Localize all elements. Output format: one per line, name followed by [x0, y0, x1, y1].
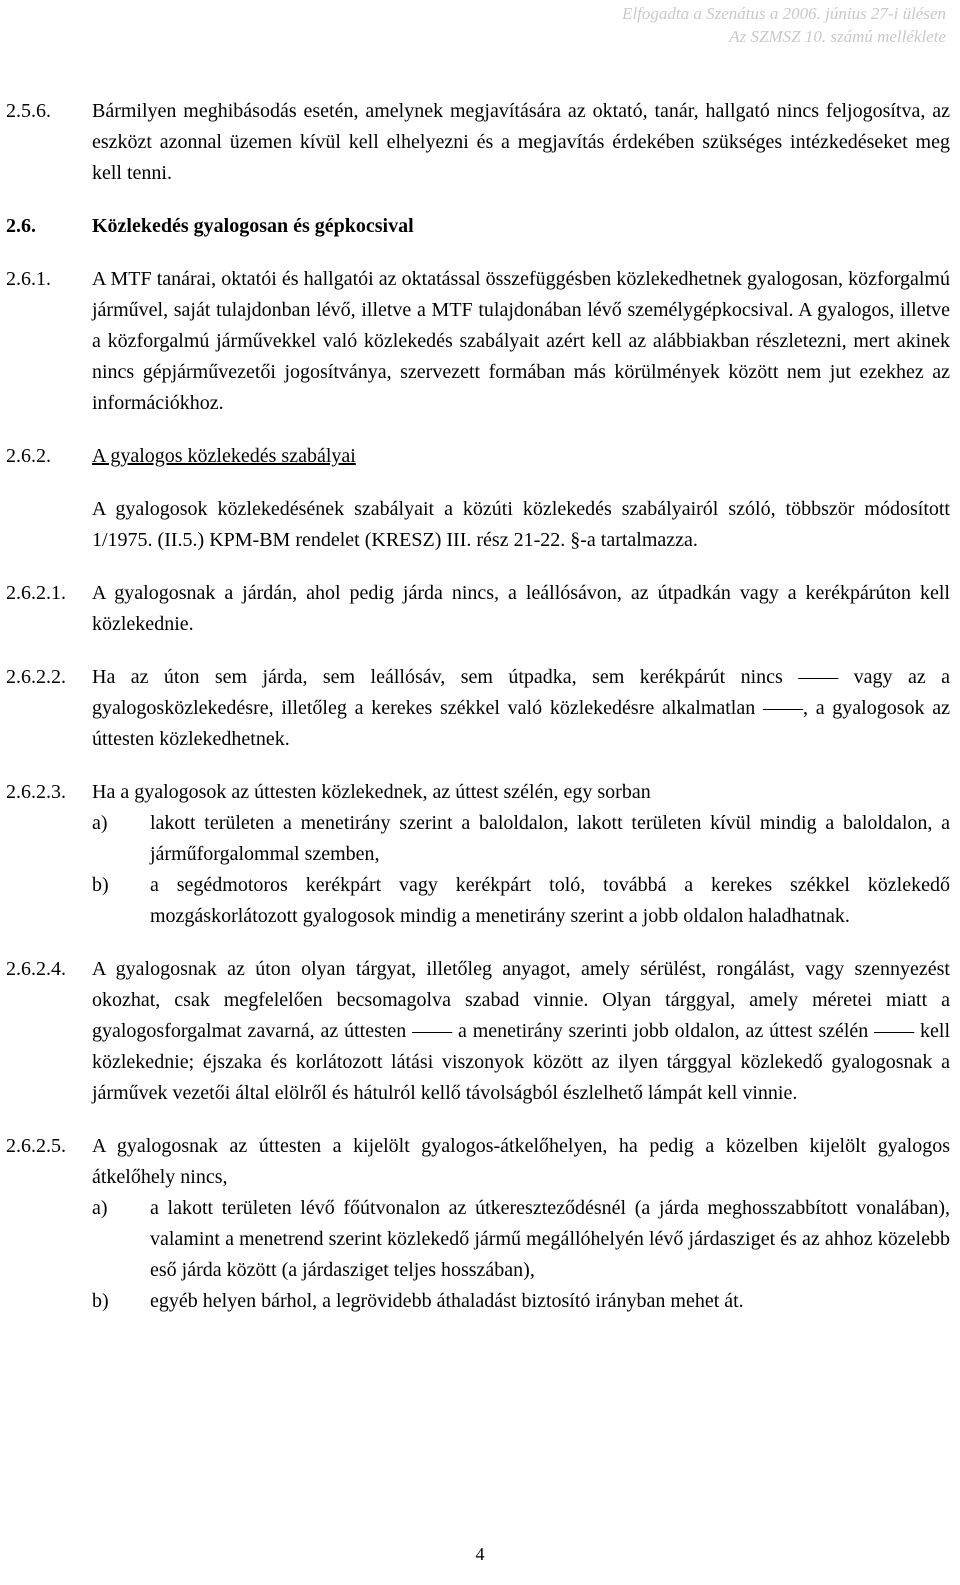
list-text: egyéb helyen bárhol, a legrövidebb áthaladást biztosító irányban mehet át. [150, 1290, 744, 1312]
section-2-6-2-2 [6, 662, 950, 755]
list-item-a [92, 808, 950, 870]
section-text: A gyalogosok közlekedésének szabályait a közúti közlekedés szabályairól szóló, többször módosított 1/1975. (II.5.) KPM-BM rendelet (KRESZ) III. rész 21-22. §-a tartalmazza. [92, 498, 950, 551]
list-item-a [92, 1193, 950, 1286]
section-number: 2.6.1. [6, 268, 51, 290]
section-2-6-2-1 [6, 578, 950, 640]
section-text: A gyalogosnak az úton olyan tárgyat, illetőleg anyagot, amely sérülést, rongálást, vagy szennyezést okozhat, csak megfelelően becsomagolva szabad vinnie. Olyan tárggyal, amely méretei miatt a gyalogosforgalmat zavarná, az úttesten —— a menetirány szerinti jobb oldalon, az úttest szélén —— kell közlekednie; éjszaka és korlátozott látási viszonyok között az ilyen tárggyal közlekedő gyalogosnak a járművek vezetői által elölről és hátulról kellő távolságból észlelhető lámpát kell vinnie. [92, 958, 950, 1104]
list-label: a) [92, 812, 108, 834]
list-text: a segédmotoros kerékpárt vagy kerékpárt toló, továbbá a kerekes székkel közlekedő mozgáskorlátozott gyalogosok mindig a menetirány szerint a jobb oldalon haladhatnak. [150, 874, 950, 927]
list-label: b) [92, 1290, 109, 1312]
section-text: A MTF tanárai, oktatói és hallgatói az oktatással összefüggésben közlekedhetnek gyalogosan, közforgalmú járművel, saját tulajdonban lévő, illetve a MTF tulajdonában lévő személygépkocsival. A gyalogos, illetve a közforgalmú járművekkel való közlekedés szabályait azért kell az alábbiakban részletezni, mert akinek nincs gépjárművezetői jogosítványa, szervezett formában más körülmények között nem jut ezekhez az információkhoz. [92, 268, 950, 414]
section-text: Bármilyen meghibásodás esetén, amelynek megjavítására az oktató, tanár, hallgató nincs feljogosítva, az eszközt azonnal üzemen kívül kell elhelyezni és a megjavítás érdekében szükséges intézkedéseket meg kell tenni. [92, 100, 950, 184]
section-title: A gyalogos közlekedés szabályai [92, 445, 356, 467]
document-header [622, 2, 946, 48]
page-number: 4 [475, 1544, 485, 1564]
section-number: 2.6.2.1. [6, 582, 66, 604]
section-number: 2.6.2.5. [6, 1135, 66, 1157]
section-2-6-2-5 [6, 1131, 950, 1317]
section-text: A gyalogosnak az úttesten a kijelölt gyalogos-átkelőhelyen, ha pedig a közelben kijelölt gyalogos átkelőhely nincs, [92, 1135, 950, 1188]
section-2-5-6 [6, 96, 950, 189]
section-2-6-2-4 [6, 954, 950, 1109]
section-text: Ha az úton sem járda, sem leállósáv, sem útpadka, sem kerékpárút nincs —— vagy az a gyalogosközlekedésre, illetőleg a kerekes székkel való közlekedésre alkalmatlan ——, a gyalogosok az úttesten közlekedhetnek. [92, 666, 950, 750]
section-2-6-1 [6, 264, 950, 419]
section-title: Közlekedés gyalogosan és gépkocsival [92, 215, 414, 237]
section-number: 2.6.2.2. [6, 666, 66, 688]
section-2-6-2-3 [6, 777, 950, 932]
section-number: 2.6.2.3. [6, 781, 66, 803]
document-body [6, 96, 950, 1317]
section-number: 2.5.6. [6, 100, 51, 122]
section-number: 2.6. [6, 215, 36, 237]
section-text: Ha a gyalogosok az úttesten közlekednek, az úttest szélén, egy sorban [92, 781, 651, 803]
list-label: b) [92, 874, 109, 896]
header-approval-line: Elfogadta a Szenátus a 2006. június 27-i ülésen [622, 4, 946, 23]
list-text: a lakott területen lévő főútvonalon az útkereszteződésnél (a járda meghosszabbított vonalában), valamint a menetrend szerint közlekedő jármű megállóhelyén lévő járdasziget és az ahhoz közelebb eső járda között (a járdasziget teljes hosszában), [150, 1197, 950, 1281]
list-label: a) [92, 1197, 108, 1219]
list-item-b [92, 1286, 950, 1317]
section-number: 2.6.2. [6, 445, 51, 467]
header-annex-line: Az SZMSZ 10. számú melléklete [729, 27, 946, 46]
section-text: A gyalogosnak a járdán, ahol pedig járda nincs, a leállósávon, az útpadkán vagy a kerékpárúton kell közlekednie. [92, 582, 950, 635]
list-text: lakott területen a menetirány szerint a baloldalon, lakott területen kívül mindig a baloldalon, a járműforgalommal szemben, [150, 812, 950, 865]
section-2-6-heading [6, 211, 950, 242]
section-number: 2.6.2.4. [6, 958, 66, 980]
section-2-6-2 [6, 441, 950, 556]
list-item-b [92, 870, 950, 932]
